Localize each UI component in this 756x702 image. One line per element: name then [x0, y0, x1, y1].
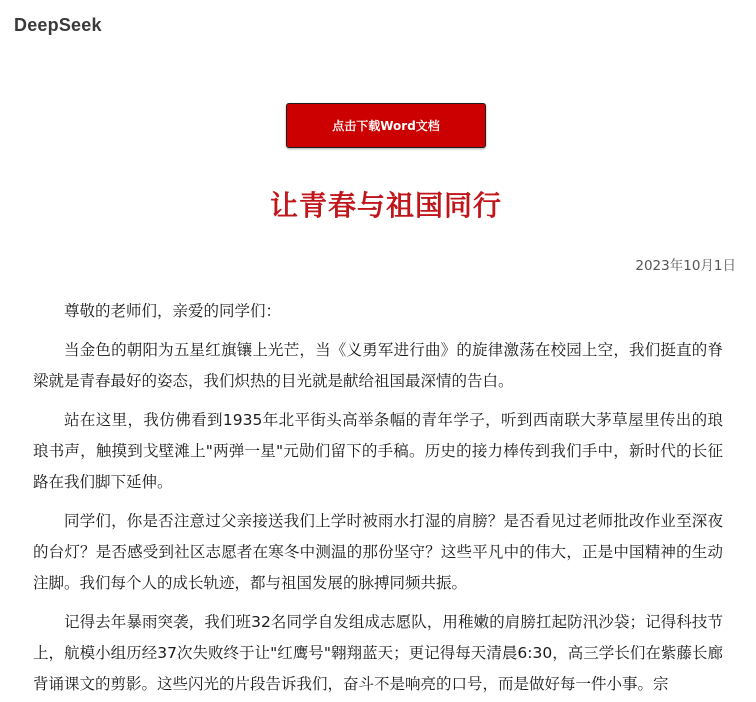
download-word-button[interactable]: 点击下载Word文档	[286, 103, 486, 148]
document-date: 2023年10月1日	[635, 258, 736, 274]
document-title: 让青春与祖国同行	[269, 189, 502, 222]
paragraph: 同学们，你是否注意过父亲接送我们上学时被雨水打湿的肩膀？是否看见过老师批改作业至深夜的台灯？是否感受到社区志愿者在寒冬中测温的那份坚守？这些平凡中的伟大，正是中国精神的生动注脚。我们每个人的成长轨迹，都与祖国发展的脉搏同频共振。	[33, 512, 723, 592]
paragraph: 站在这里，我仿佛看到1935年北平街头高举条幅的青年学子，听到西南联大茅草屋里传出的琅琅书声，触摸到戈壁滩上"两弹一星"元勋们留下的手稿。历史的接力棒传到我们手中，新时代的长征路在我们脚下延伸。	[33, 411, 723, 491]
paragraph: 记得去年暴雨突袭，我们班32名同学自发组成志愿队，用稚嫩的肩膀扛起防汛沙袋；记得科技节上，航模小组历经37次失败终于让"红鹰号"翱翔蓝天；更记得每天清晨6:30，高三学长们在紫藤长廊背诵课文的剪影。这些闪光的片段告诉我们，奋斗不是响亮的口号，而是做好每一件小事。宗	[33, 613, 723, 693]
document-body	[33, 296, 723, 702]
paragraph-greeting: 尊敬的老师们，亲爱的同学们：	[64, 302, 282, 320]
brand-logo: DeepSeek	[14, 15, 102, 35]
paragraph: 当金色的朝阳为五星红旗镶上光芒，当《义勇军进行曲》的旋律激荡在校园上空，我们挺直的脊梁就是青春最好的姿态，我们炽热的目光就是献给祖国最深情的告白。	[33, 341, 723, 390]
